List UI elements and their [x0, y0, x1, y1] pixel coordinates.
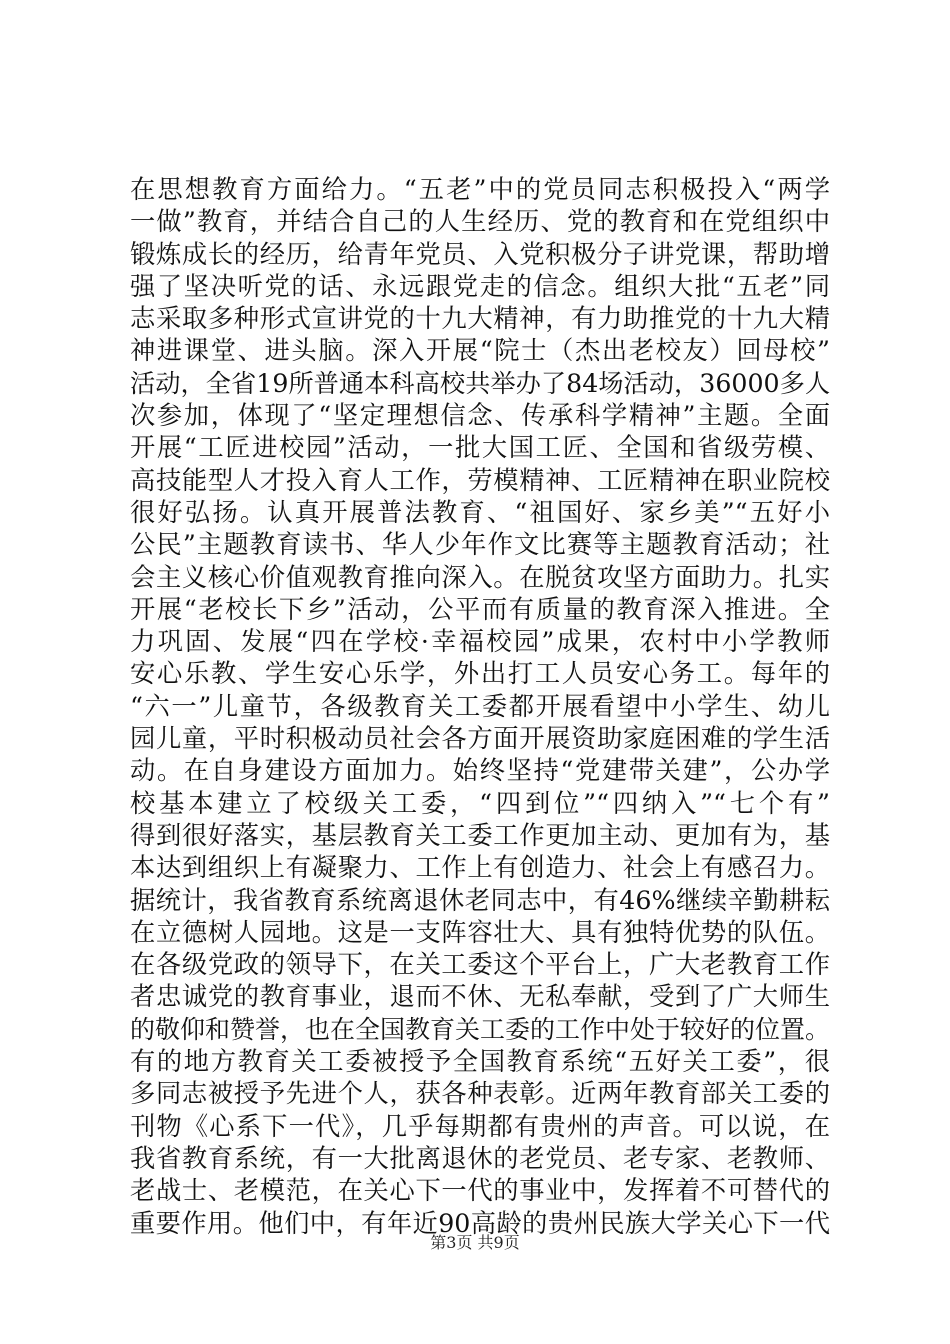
body-paragraph [130, 174, 830, 1240]
text-line: 开展“工匠进校园”活动，一批大国工匠、全国和省级劳模、 [130, 433, 830, 463]
text-line: 校基本建立了校级关工委，“四到位”“四纳入”“七个有” [130, 788, 830, 818]
text-line: 得到很好落实，基层教育关工委工作更加主动、更加有为，基 [130, 820, 830, 850]
text-line: 者忠诚党的教育事业，退而不休、无私奉献，受到了广大师生 [130, 982, 830, 1012]
text-line: 重要作用。他们中，有年近90高龄的贵州民族大学关心下一代 [130, 1208, 830, 1238]
text-line: 在立德树人园地。这是一支阵容壮大、具有独特优势的队伍。 [130, 917, 830, 947]
text-line: 动。在自身建设方面加力。始终坚持“党建带关建”，公办学 [130, 756, 830, 786]
text-line: 强了坚决听党的话、永远跟党走的信念。组织大批“五老”同 [130, 271, 830, 301]
text-line: 安心乐教、学生安心乐学，外出打工人员安心务工。每年的 [130, 659, 830, 689]
text-line: “六一”儿童节，各级教育关工委都开展看望中小学生、幼儿 [130, 691, 830, 721]
text-line: 有的地方教育关工委被授予全国教育系统“五好关工委”，很 [130, 1047, 830, 1077]
text-line: 锻炼成长的经历，给青年党员、入党积极分子讲党课，帮助增 [130, 239, 830, 269]
text-line: 开展“老校长下乡”活动，公平而有质量的教育深入推进。全 [130, 594, 830, 624]
text-line: 本达到组织上有凝聚力、工作上有创造力、社会上有感召力。 [130, 853, 830, 883]
text-line: 在各级党政的领导下，在关工委这个平台上，广大老教育工作 [130, 950, 830, 980]
text-line: 一做”教育，并结合自己的人生经历、党的教育和在党组织中 [130, 207, 830, 237]
text-line: 次参加，体现了“坚定理想信念、传承科学精神”主题。全面 [130, 401, 830, 431]
text-line: 公民”主题教育读书、华人少年作文比赛等主题教育活动；社 [130, 530, 830, 560]
text-line: 会主义核心价值观教育推向深入。在脱贫攻坚方面助力。扎实 [130, 562, 830, 592]
text-line: 园儿童，平时积极动员社会各方面开展资助家庭困难的学生活 [130, 724, 830, 754]
text-line: 我省教育系统，有一大批离退休的老党员、老专家、老教师、 [130, 1143, 830, 1173]
text-line: 的敬仰和赞誉，也在全国教育关工委的工作中处于较好的位置。 [130, 1014, 831, 1044]
text-line: 高技能型人才投入育人工作，劳模精神、工匠精神在职业院校 [130, 465, 830, 495]
text-line: 志采取多种形式宣讲党的十九大精神，有力助推党的十九大精 [130, 304, 830, 334]
text-line: 多同志被授予先进个人，获各种表彰。近两年教育部关工委的 [130, 1079, 830, 1109]
text-line: 刊物《心系下一代》，几乎每期都有贵州的声音。可以说，在 [130, 1111, 830, 1141]
page-footer: 第3页 共9页 [430, 1233, 520, 1252]
text-line: 活动，全省19所普通本科高校共举办了84场活动，36000多人 [130, 368, 831, 398]
text-line: 老战士、老模范，在关心下一代的事业中，发挥着不可替代的 [130, 1176, 830, 1206]
text-line: 在思想教育方面给力。“五老”中的党员同志积极投入“两学 [130, 175, 830, 204]
text-line: 神进课堂、进头脑。深入开展“院士（杰出老校友）回母校” [130, 336, 830, 366]
text-line: 很好弘扬。认真开展普法教育、“祖国好、家乡美”“五好小 [130, 497, 830, 527]
text-line: 力巩固、发展“四在学校·幸福校园”成果，农村中小学教师 [130, 627, 830, 657]
text-line: 据统计，我省教育系统离退休老同志中，有46%继续辛勤耕耘 [130, 885, 830, 915]
